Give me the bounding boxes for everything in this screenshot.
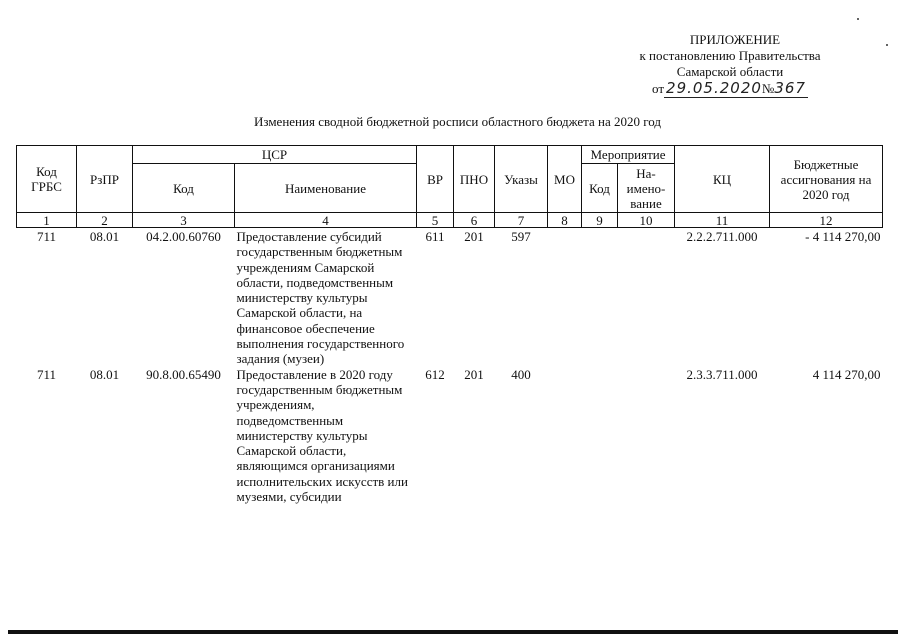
cell-csr-kod: 90.8.00.65490 bbox=[146, 366, 221, 382]
cell-vr: 612 bbox=[425, 366, 445, 382]
cell-pno: 201 bbox=[464, 229, 484, 244]
col-meropriyatie: Мероприятие bbox=[582, 146, 675, 164]
cell-rzpr: 08.01 bbox=[89, 366, 120, 382]
cell-ukazy: 400 bbox=[511, 366, 531, 382]
col-mer-name: На-имено-вание bbox=[618, 164, 675, 213]
col-pno: ПНО bbox=[454, 146, 495, 213]
table-body bbox=[17, 228, 883, 505]
col-number: 2 bbox=[77, 213, 133, 228]
col-number: 3 bbox=[133, 213, 235, 228]
cell-kc: 2.3.3.711.000 bbox=[686, 366, 758, 382]
col-budget: Бюджетные ассигнования на 2020 год bbox=[770, 146, 883, 213]
col-number: 10 bbox=[618, 213, 675, 228]
column-number-row bbox=[17, 213, 883, 228]
col-number: 9 bbox=[582, 213, 618, 228]
scan-speck bbox=[857, 18, 859, 20]
col-mo: МО bbox=[548, 146, 582, 213]
date-prefix: от bbox=[652, 81, 665, 96]
col-ukazy: Указы bbox=[495, 146, 548, 213]
cell-csr-kod: 04.2.00.60760 bbox=[146, 229, 221, 244]
cell-kc: 2.2.2.711.000 bbox=[686, 229, 758, 244]
handwritten-date: 29.05.2020 bbox=[666, 79, 762, 97]
cell-rzpr: 08.01 bbox=[89, 229, 120, 244]
cell-mer-name bbox=[618, 228, 675, 367]
cell-mer-name bbox=[618, 367, 675, 505]
cell-name: Предоставление субсидий государственным бюджетным учреждениям Самарской области, подведомственным министерству культуры Самарской области, на финансовое обеспечение выполнения государственного задания (музеи) bbox=[236, 229, 405, 367]
appendix-line-1: к постановлению Правительства bbox=[639, 48, 821, 63]
cell-pno: 201 bbox=[464, 366, 484, 382]
col-mer-kod: Код bbox=[582, 164, 618, 213]
cell-mo bbox=[548, 367, 582, 505]
handwritten-number: 367 bbox=[774, 79, 806, 97]
col-number: 11 bbox=[675, 213, 770, 228]
col-number: 8 bbox=[548, 213, 582, 228]
cell-mer-kod bbox=[582, 367, 618, 505]
col-csr-name: Наименование bbox=[235, 164, 417, 213]
page-bottom-rule bbox=[8, 630, 898, 634]
col-number: 7 bbox=[495, 213, 548, 228]
document-title: Изменения сводной бюджетной росписи областного бюджета на 2020 год bbox=[253, 114, 662, 129]
col-vr: ВР bbox=[417, 146, 454, 213]
appendix-header bbox=[560, 32, 900, 98]
col-csr-kod: Код bbox=[133, 164, 235, 213]
cell-mer-kod bbox=[582, 228, 618, 367]
col-rzpr: РзПР bbox=[77, 146, 133, 213]
cell-mo bbox=[548, 228, 582, 367]
appendix-line-2: Самарской области bbox=[676, 64, 784, 79]
cell-amount: - 4 114 270,00 bbox=[805, 229, 881, 244]
appendix-date-line bbox=[560, 80, 900, 98]
col-number: 1 bbox=[17, 213, 77, 228]
col-number: 6 bbox=[454, 213, 495, 228]
table-header bbox=[17, 146, 883, 228]
col-kc: КЦ bbox=[675, 146, 770, 213]
table-row bbox=[17, 228, 883, 367]
cell-vr: 611 bbox=[425, 229, 445, 244]
number-prefix: № bbox=[761, 81, 775, 96]
appendix-title: ПРИЛОЖЕНИЕ bbox=[689, 32, 781, 47]
col-csr: ЦСР bbox=[133, 146, 417, 164]
col-number: 4 bbox=[235, 213, 417, 228]
cell-name: Предоставление в 2020 году государственным бюджетным учреждениям, подведомственным министерству культуры Самарской области, являющимся организациями исполнительских искусств или музеями, субсидии bbox=[236, 366, 408, 505]
cell-grbs: 711 bbox=[36, 366, 57, 382]
table-row bbox=[17, 367, 883, 505]
cell-amount: 4 114 270,00 bbox=[812, 366, 881, 382]
date-underline bbox=[664, 80, 808, 98]
col-kod-grbs: Код ГРБС bbox=[17, 146, 77, 213]
col-number: 5 bbox=[417, 213, 454, 228]
col-number: 12 bbox=[770, 213, 883, 228]
cell-grbs: 711 bbox=[36, 229, 57, 244]
budget-table bbox=[16, 145, 883, 504]
cell-ukazy: 597 bbox=[511, 229, 531, 244]
